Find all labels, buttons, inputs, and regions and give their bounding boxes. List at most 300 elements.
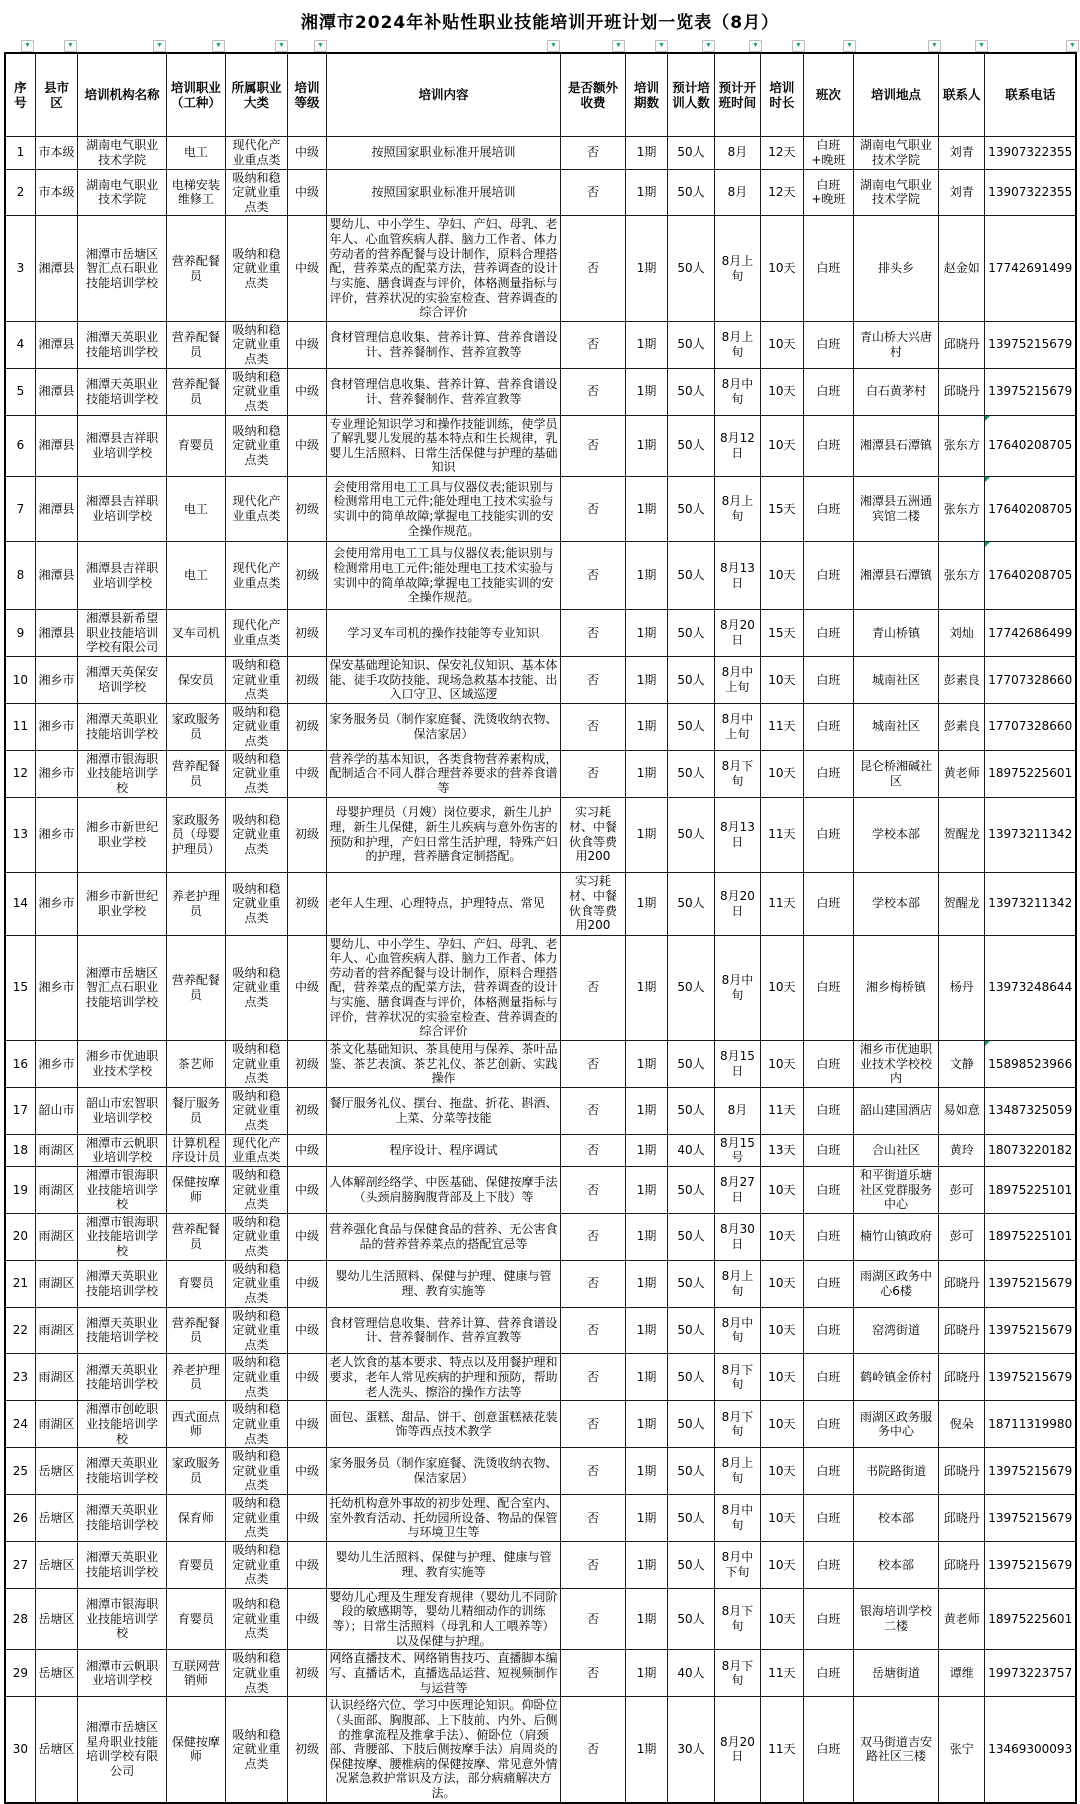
table-cell-r5-c2[interactable]: 湘潭县: [35, 368, 77, 415]
filter-dropdown-button-col1[interactable]: [21, 40, 34, 52]
table-cell-r14-c16[interactable]: 13973211342: [985, 872, 1076, 935]
table-cell-r17-c12[interactable]: 11天: [761, 1087, 803, 1134]
table-cell-r11-c10[interactable]: 50人: [668, 703, 714, 750]
table-cell-r26-c11[interactable]: 8月中旬: [714, 1495, 760, 1542]
table-cell-r15-c6[interactable]: 中级: [288, 935, 326, 1040]
table-cell-r4-c15[interactable]: 邱晓丹: [938, 321, 984, 368]
filter-dropdown-button-col11[interactable]: [749, 40, 762, 52]
table-cell-r30-c13[interactable]: 白班: [803, 1697, 854, 1803]
table-cell-r22-c16[interactable]: 13975215679: [985, 1307, 1076, 1354]
table-cell-r11-c13[interactable]: 白班: [803, 703, 854, 750]
table-cell-r5-c9[interactable]: 1期: [625, 368, 667, 415]
table-cell-r9-c7[interactable]: 学习叉车司机的操作技能等专业知识: [326, 610, 560, 657]
table-cell-r22-c4[interactable]: 营养配餐员: [167, 1307, 226, 1354]
table-cell-r6-c13[interactable]: 白班: [803, 415, 854, 477]
table-cell-r5-c11[interactable]: 8月中旬: [714, 368, 760, 415]
table-cell-r5-c16[interactable]: 13975215679: [985, 368, 1076, 415]
table-cell-r9-c5[interactable]: 现代化产业重点类: [225, 610, 288, 657]
table-cell-r22-c11[interactable]: 8月中旬: [714, 1307, 760, 1354]
table-cell-r16-c13[interactable]: 白班: [803, 1040, 854, 1087]
table-cell-r22-c6[interactable]: 中级: [288, 1307, 326, 1354]
table-cell-r5-c1[interactable]: 5: [5, 368, 35, 415]
table-cell-r25-c14[interactable]: 书院路街道: [854, 1448, 939, 1495]
table-cell-r7-c15[interactable]: 张东方: [938, 477, 984, 542]
table-cell-r27-c13[interactable]: 白班: [803, 1541, 854, 1588]
table-cell-r14-c14[interactable]: 学校本部: [854, 872, 939, 935]
table-cell-r8-c10[interactable]: 50人: [668, 542, 714, 610]
table-cell-r28-c11[interactable]: 8月下旬: [714, 1588, 760, 1650]
table-cell-r23-c7[interactable]: 老人饮食的基本要求、特点以及用餐护理和要求，老年人常见疾病的护理和预防，帮助老人洗头、擦浴的操作方法等: [326, 1354, 560, 1401]
table-cell-r25-c4[interactable]: 家政服务员: [167, 1448, 226, 1495]
table-cell-r17-c6[interactable]: 初级: [288, 1087, 326, 1134]
table-cell-r10-c16[interactable]: 17707328660: [985, 656, 1076, 703]
table-cell-r29-c11[interactable]: 8月下旬: [714, 1650, 760, 1697]
table-cell-r15-c13[interactable]: 白班: [803, 935, 854, 1040]
table-cell-r27-c12[interactable]: 10天: [761, 1541, 803, 1588]
table-cell-r24-c9[interactable]: 1期: [625, 1401, 667, 1448]
table-cell-r1-c12[interactable]: 12天: [761, 136, 803, 169]
table-cell-r26-c12[interactable]: 10天: [761, 1495, 803, 1542]
table-cell-r22-c7[interactable]: 食材管理信息收集、营养计算、营养食谱设计、营养餐制作、营养宣教等: [326, 1307, 560, 1354]
table-cell-r11-c11[interactable]: 8月中上旬: [714, 703, 760, 750]
table-cell-r10-c1[interactable]: 10: [5, 656, 35, 703]
table-cell-r24-c11[interactable]: 8月下旬: [714, 1401, 760, 1448]
table-cell-r21-c3[interactable]: 湘潭天英职业技能培训学校: [78, 1260, 167, 1307]
table-cell-r21-c4[interactable]: 育婴员: [167, 1260, 226, 1307]
table-cell-r16-c9[interactable]: 1期: [625, 1040, 667, 1087]
table-cell-r11-c12[interactable]: 11天: [761, 703, 803, 750]
table-cell-r28-c5[interactable]: 吸纳和稳定就业重点类: [225, 1588, 288, 1650]
table-cell-r10-c15[interactable]: 彭素良: [938, 656, 984, 703]
table-cell-r22-c1[interactable]: 22: [5, 1307, 35, 1354]
table-cell-r18-c5[interactable]: 现代化产业重点类: [225, 1134, 288, 1166]
table-cell-r4-c7[interactable]: 食材管理信息收集、营养计算、营养食谱设计、营养餐制作、营养宣教等: [326, 321, 560, 368]
table-cell-r1-c1[interactable]: 1: [5, 136, 35, 169]
table-cell-r20-c1[interactable]: 20: [5, 1213, 35, 1260]
table-cell-r14-c12[interactable]: 11天: [761, 872, 803, 935]
table-cell-r15-c9[interactable]: 1期: [625, 935, 667, 1040]
table-cell-r28-c1[interactable]: 28: [5, 1588, 35, 1650]
table-cell-r9-c13[interactable]: 白班: [803, 610, 854, 657]
table-cell-r29-c16[interactable]: 19973223757: [985, 1650, 1076, 1697]
table-cell-r13-c1[interactable]: 13: [5, 797, 35, 872]
table-cell-r23-c1[interactable]: 23: [5, 1354, 35, 1401]
table-cell-r29-c1[interactable]: 29: [5, 1650, 35, 1697]
table-cell-r15-c8[interactable]: 否: [561, 935, 626, 1040]
table-cell-r11-c7[interactable]: 家务服务员（制作家庭餐、洗烫收纳衣物、保洁家居）: [326, 703, 560, 750]
table-cell-r2-c2[interactable]: 市本级: [35, 169, 77, 216]
table-cell-r28-c16[interactable]: 18975225601: [985, 1588, 1076, 1650]
table-cell-r12-c11[interactable]: 8月下旬: [714, 750, 760, 797]
table-cell-r26-c15[interactable]: 邱晓丹: [938, 1495, 984, 1542]
table-cell-r18-c2[interactable]: 雨湖区: [35, 1134, 77, 1166]
table-cell-r28-c14[interactable]: 银海培训学校二楼: [854, 1588, 939, 1650]
table-cell-r3-c2[interactable]: 湘潭县: [35, 216, 77, 321]
table-cell-r16-c14[interactable]: 湘乡市优迪职业技术学校校内: [854, 1040, 939, 1087]
table-cell-r6-c3[interactable]: 湘潭县吉祥职业培训学校: [78, 415, 167, 477]
table-cell-r18-c15[interactable]: 黄玲: [938, 1134, 984, 1166]
table-cell-r20-c6[interactable]: 中级: [288, 1213, 326, 1260]
table-cell-r9-c10[interactable]: 50人: [668, 610, 714, 657]
table-cell-r10-c10[interactable]: 50人: [668, 656, 714, 703]
table-cell-r6-c16[interactable]: 17640208705: [985, 415, 1076, 477]
table-cell-r23-c3[interactable]: 湘潭天英职业技能培训学校: [78, 1354, 167, 1401]
table-cell-r2-c5[interactable]: 吸纳和稳定就业重点类: [225, 169, 288, 216]
table-cell-r24-c16[interactable]: 18711319980: [985, 1401, 1076, 1448]
table-cell-r11-c1[interactable]: 11: [5, 703, 35, 750]
table-cell-r10-c8[interactable]: 否: [561, 656, 626, 703]
table-cell-r28-c6[interactable]: 中级: [288, 1588, 326, 1650]
table-cell-r23-c12[interactable]: 10天: [761, 1354, 803, 1401]
table-cell-r6-c11[interactable]: 8月12日: [714, 415, 760, 477]
table-cell-r5-c7[interactable]: 食材管理信息收集、营养计算、营养食谱设计、营养餐制作、营养宣教等: [326, 368, 560, 415]
table-cell-r15-c16[interactable]: 13973248644: [985, 935, 1076, 1040]
table-cell-r4-c3[interactable]: 湘潭天英职业技能培训学校: [78, 321, 167, 368]
table-cell-r18-c3[interactable]: 湘潭市云帆职业培训学校: [78, 1134, 167, 1166]
table-cell-r30-c11[interactable]: 8月20日: [714, 1697, 760, 1803]
table-cell-r19-c7[interactable]: 人体解剖经络学、中医基础、保健按摩手法（头颈肩膀胸腹背部及上下肢）等: [326, 1166, 560, 1213]
table-cell-r27-c9[interactable]: 1期: [625, 1541, 667, 1588]
table-cell-r14-c5[interactable]: 吸纳和稳定就业重点类: [225, 872, 288, 935]
table-cell-r13-c10[interactable]: 50人: [668, 797, 714, 872]
table-cell-r26-c4[interactable]: 保育师: [167, 1495, 226, 1542]
table-cell-r24-c4[interactable]: 西式面点师: [167, 1401, 226, 1448]
table-cell-r20-c11[interactable]: 8月30日: [714, 1213, 760, 1260]
table-cell-r21-c11[interactable]: 8月上旬: [714, 1260, 760, 1307]
table-cell-r12-c15[interactable]: 黄老师: [938, 750, 984, 797]
table-cell-r9-c1[interactable]: 9: [5, 610, 35, 657]
table-cell-r30-c3[interactable]: 湘潭市岳塘区星舟职业技能培训学校有限公司: [78, 1697, 167, 1803]
table-cell-r5-c10[interactable]: 50人: [668, 368, 714, 415]
table-cell-r21-c7[interactable]: 婴幼儿生活照料、保健与护理、健康与管理、教育实施等: [326, 1260, 560, 1307]
table-cell-r14-c9[interactable]: 1期: [625, 872, 667, 935]
table-cell-r3-c11[interactable]: 8月上旬: [714, 216, 760, 321]
table-cell-r28-c9[interactable]: 1期: [625, 1588, 667, 1650]
table-cell-r17-c13[interactable]: 白班: [803, 1087, 854, 1134]
table-cell-r3-c1[interactable]: 3: [5, 216, 35, 321]
table-cell-r24-c1[interactable]: 24: [5, 1401, 35, 1448]
table-cell-r15-c15[interactable]: 杨丹: [938, 935, 984, 1040]
table-cell-r13-c7[interactable]: 母婴护理员（月嫂）岗位要求，新生儿护理，新生儿保健，新生儿疾病与意外伤害的预防和护理，产妇日常生活护理，特殊产妇的护理，营养膳食定制搭配。: [326, 797, 560, 872]
table-cell-r1-c10[interactable]: 50人: [668, 136, 714, 169]
table-cell-r1-c4[interactable]: 电工: [167, 136, 226, 169]
table-cell-r30-c16[interactable]: 13469300093: [985, 1697, 1076, 1803]
table-cell-r28-c8[interactable]: 否: [561, 1588, 626, 1650]
table-cell-r18-c12[interactable]: 13天: [761, 1134, 803, 1166]
table-cell-r29-c9[interactable]: 1期: [625, 1650, 667, 1697]
table-cell-r26-c5[interactable]: 吸纳和稳定就业重点类: [225, 1495, 288, 1542]
table-cell-r7-c2[interactable]: 湘潭县: [35, 477, 77, 542]
table-cell-r1-c9[interactable]: 1期: [625, 136, 667, 169]
table-cell-r19-c12[interactable]: 10天: [761, 1166, 803, 1213]
table-cell-r2-c12[interactable]: 12天: [761, 169, 803, 216]
table-cell-r28-c7[interactable]: 婴幼儿心理及生理发育规律（婴幼儿不同阶段的敏感期等，婴幼儿精细动作的训练等）；日常生活照料（母乳和人工喂养等）以及保健与护理。: [326, 1588, 560, 1650]
table-cell-r23-c5[interactable]: 吸纳和稳定就业重点类: [225, 1354, 288, 1401]
table-cell-r30-c12[interactable]: 11天: [761, 1697, 803, 1803]
table-cell-r28-c3[interactable]: 湘潭市银海职业技能培训学校: [78, 1588, 167, 1650]
table-cell-r12-c10[interactable]: 50人: [668, 750, 714, 797]
table-cell-r10-c7[interactable]: 保安基础理论知识、保安礼仪知识、基本体能、徒手攻防技能、现场急救基本技能、出入口守卫、区域巡逻: [326, 656, 560, 703]
table-cell-r17-c15[interactable]: 易如意: [938, 1087, 984, 1134]
table-cell-r18-c14[interactable]: 合山社区: [854, 1134, 939, 1166]
table-cell-r22-c10[interactable]: 50人: [668, 1307, 714, 1354]
table-cell-r24-c2[interactable]: 雨湖区: [35, 1401, 77, 1448]
table-cell-r27-c15[interactable]: 邱晓丹: [938, 1541, 984, 1588]
table-cell-r13-c15[interactable]: 贺醒龙: [938, 797, 984, 872]
table-cell-r25-c6[interactable]: 中级: [288, 1448, 326, 1495]
table-cell-r29-c12[interactable]: 11天: [761, 1650, 803, 1697]
table-cell-r22-c12[interactable]: 10天: [761, 1307, 803, 1354]
table-cell-r15-c14[interactable]: 湘乡梅桥镇: [854, 935, 939, 1040]
table-cell-r27-c7[interactable]: 婴幼儿生活照料、保健与护理、健康与管理、教育实施等: [326, 1541, 560, 1588]
table-cell-r2-c13[interactable]: 白班+晚班: [803, 169, 854, 216]
table-cell-r14-c3[interactable]: 湘乡市新世纪职业学校: [78, 872, 167, 935]
table-cell-r20-c7[interactable]: 营养强化食品与保健食品的营养、无公害食品的营养营养菜点的搭配宜忌等: [326, 1213, 560, 1260]
table-cell-r6-c4[interactable]: 育婴员: [167, 415, 226, 477]
table-cell-r10-c11[interactable]: 8月中上旬: [714, 656, 760, 703]
table-cell-r3-c12[interactable]: 10天: [761, 216, 803, 321]
table-cell-r21-c12[interactable]: 10天: [761, 1260, 803, 1307]
table-cell-r6-c7[interactable]: 专业理论知识学习和操作技能训练，使学员了解乳婴儿发展的基本特点和生长规律，乳婴儿生活照料、日常生活保健与护理的基础知识: [326, 415, 560, 477]
table-cell-r5-c13[interactable]: 白班: [803, 368, 854, 415]
table-cell-r3-c7[interactable]: 婴幼儿、中小学生、孕妇、产妇、母乳、老年人、心血管疾病人群、脑力工作者、体力劳动者的营养配餐与设计制作，原料合理搭配，营养菜点的配菜方法，营养调查的设计与实施、膳食调查与评价，体格测量指标与评价，营养状况的实验室检查、营养调查的综合评价: [326, 216, 560, 321]
table-cell-r10-c14[interactable]: 城南社区: [854, 656, 939, 703]
table-cell-r28-c12[interactable]: 10天: [761, 1588, 803, 1650]
table-cell-r12-c5[interactable]: 吸纳和稳定就业重点类: [225, 750, 288, 797]
table-cell-r25-c9[interactable]: 1期: [625, 1448, 667, 1495]
table-cell-r13-c6[interactable]: 初级: [288, 797, 326, 872]
table-cell-r20-c12[interactable]: 10天: [761, 1213, 803, 1260]
table-cell-r12-c2[interactable]: 湘乡市: [35, 750, 77, 797]
table-cell-r24-c10[interactable]: 50人: [668, 1401, 714, 1448]
table-cell-r4-c9[interactable]: 1期: [625, 321, 667, 368]
table-cell-r30-c4[interactable]: 保健按摩师: [167, 1697, 226, 1803]
table-cell-r4-c4[interactable]: 营养配餐员: [167, 321, 226, 368]
table-cell-r16-c3[interactable]: 湘乡市优迪职业技术学校: [78, 1040, 167, 1087]
table-cell-r21-c14[interactable]: 雨湖区政务中心6楼: [854, 1260, 939, 1307]
table-cell-r18-c4[interactable]: 计算机程序设计员: [167, 1134, 226, 1166]
table-cell-r18-c6[interactable]: 中级: [288, 1134, 326, 1166]
table-cell-r16-c10[interactable]: 50人: [668, 1040, 714, 1087]
table-cell-r10-c2[interactable]: 湘乡市: [35, 656, 77, 703]
table-cell-r7-c9[interactable]: 1期: [625, 477, 667, 542]
table-cell-r4-c10[interactable]: 50人: [668, 321, 714, 368]
table-cell-r30-c10[interactable]: 30人: [668, 1697, 714, 1803]
column-header-3[interactable]: 培训机构名称: [78, 53, 167, 136]
table-cell-r1-c15[interactable]: 刘青: [938, 136, 984, 169]
table-cell-r9-c11[interactable]: 8月20日: [714, 610, 760, 657]
table-cell-r25-c15[interactable]: 邱晓丹: [938, 1448, 984, 1495]
table-cell-r15-c5[interactable]: 吸纳和稳定就业重点类: [225, 935, 288, 1040]
table-cell-r19-c14[interactable]: 和平街道乐塘社区党群服务中心: [854, 1166, 939, 1213]
table-cell-r21-c6[interactable]: 中级: [288, 1260, 326, 1307]
filter-dropdown-button-col10[interactable]: [702, 40, 715, 52]
table-cell-r22-c14[interactable]: 窑湾街道: [854, 1307, 939, 1354]
table-cell-r8-c1[interactable]: 8: [5, 542, 35, 610]
table-cell-r7-c3[interactable]: 湘潭县吉祥职业培训学校: [78, 477, 167, 542]
table-cell-r16-c8[interactable]: 否: [561, 1040, 626, 1087]
table-cell-r25-c12[interactable]: 10天: [761, 1448, 803, 1495]
table-cell-r8-c6[interactable]: 初级: [288, 542, 326, 610]
table-cell-r16-c2[interactable]: 湘乡市: [35, 1040, 77, 1087]
table-cell-r10-c6[interactable]: 初级: [288, 656, 326, 703]
table-cell-r13-c14[interactable]: 学校本部: [854, 797, 939, 872]
filter-dropdown-button-col9[interactable]: [655, 40, 668, 52]
table-cell-r8-c8[interactable]: 否: [561, 542, 626, 610]
table-cell-r18-c13[interactable]: 白班: [803, 1134, 854, 1166]
table-cell-r6-c14[interactable]: 湘潭县石潭镇: [854, 415, 939, 477]
table-cell-r2-c8[interactable]: 否: [561, 169, 626, 216]
table-cell-r12-c4[interactable]: 营养配餐员: [167, 750, 226, 797]
table-cell-r5-c3[interactable]: 湘潭天英职业技能培训学校: [78, 368, 167, 415]
table-cell-r12-c16[interactable]: 18975225601: [985, 750, 1076, 797]
table-cell-r12-c6[interactable]: 中级: [288, 750, 326, 797]
table-cell-r22-c5[interactable]: 吸纳和稳定就业重点类: [225, 1307, 288, 1354]
table-cell-r8-c11[interactable]: 8月13日: [714, 542, 760, 610]
table-cell-r25-c5[interactable]: 吸纳和稳定就业重点类: [225, 1448, 288, 1495]
table-cell-r28-c13[interactable]: 白班: [803, 1588, 854, 1650]
table-cell-r19-c5[interactable]: 吸纳和稳定就业重点类: [225, 1166, 288, 1213]
table-cell-r29-c8[interactable]: 否: [561, 1650, 626, 1697]
table-cell-r6-c12[interactable]: 10天: [761, 415, 803, 477]
table-cell-r23-c11[interactable]: 8月下旬: [714, 1354, 760, 1401]
column-header-16[interactable]: 联系电话: [985, 53, 1076, 136]
table-cell-r1-c11[interactable]: 8月: [714, 136, 760, 169]
table-cell-r27-c14[interactable]: 校本部: [854, 1541, 939, 1588]
filter-dropdown-button-col4[interactable]: [212, 40, 225, 52]
column-header-7[interactable]: 培训内容: [326, 53, 560, 136]
table-cell-r14-c11[interactable]: 8月20日: [714, 872, 760, 935]
table-cell-r24-c8[interactable]: 否: [561, 1401, 626, 1448]
table-cell-r4-c16[interactable]: 13975215679: [985, 321, 1076, 368]
column-header-9[interactable]: 培训期数: [625, 53, 667, 136]
table-cell-r11-c8[interactable]: 否: [561, 703, 626, 750]
table-cell-r2-c9[interactable]: 1期: [625, 169, 667, 216]
table-cell-r28-c15[interactable]: 黄老师: [938, 1588, 984, 1650]
table-cell-r16-c15[interactable]: 文静: [938, 1040, 984, 1087]
table-cell-r19-c9[interactable]: 1期: [625, 1166, 667, 1213]
table-cell-r22-c2[interactable]: 雨湖区: [35, 1307, 77, 1354]
table-cell-r17-c14[interactable]: 韶山建国酒店: [854, 1087, 939, 1134]
table-cell-r26-c13[interactable]: 白班: [803, 1495, 854, 1542]
table-cell-r3-c4[interactable]: 营养配餐员: [167, 216, 226, 321]
table-cell-r1-c7[interactable]: 按照国家职业标准开展培训: [326, 136, 560, 169]
table-cell-r20-c4[interactable]: 营养配餐员: [167, 1213, 226, 1260]
table-cell-r23-c15[interactable]: 邱晓丹: [938, 1354, 984, 1401]
table-cell-r9-c4[interactable]: 叉车司机: [167, 610, 226, 657]
table-cell-r3-c9[interactable]: 1期: [625, 216, 667, 321]
filter-dropdown-button-col5[interactable]: [275, 40, 288, 52]
column-header-14[interactable]: 培训地点: [854, 53, 939, 136]
table-cell-r8-c2[interactable]: 湘潭县: [35, 542, 77, 610]
table-cell-r20-c3[interactable]: 湘潭市银海职业技能培训学校: [78, 1213, 167, 1260]
table-cell-r26-c14[interactable]: 校本部: [854, 1495, 939, 1542]
table-cell-r23-c8[interactable]: 否: [561, 1354, 626, 1401]
table-cell-r4-c1[interactable]: 4: [5, 321, 35, 368]
table-cell-r2-c10[interactable]: 50人: [668, 169, 714, 216]
table-cell-r27-c2[interactable]: 岳塘区: [35, 1541, 77, 1588]
table-cell-r26-c10[interactable]: 50人: [668, 1495, 714, 1542]
table-cell-r3-c5[interactable]: 吸纳和稳定就业重点类: [225, 216, 288, 321]
table-cell-r15-c2[interactable]: 湘乡市: [35, 935, 77, 1040]
table-cell-r9-c15[interactable]: 刘灿: [938, 610, 984, 657]
table-cell-r13-c8[interactable]: 实习耗材、中餐伙食等费用200: [561, 797, 626, 872]
table-cell-r7-c16[interactable]: 17640208705: [985, 477, 1076, 542]
table-cell-r12-c7[interactable]: 营养学的基本知识，各类食物营养素构成，配制适合不同人群合理营养要求的营养食谱等: [326, 750, 560, 797]
table-cell-r16-c1[interactable]: 16: [5, 1040, 35, 1087]
table-cell-r5-c5[interactable]: 吸纳和稳定就业重点类: [225, 368, 288, 415]
table-cell-r27-c3[interactable]: 湘潭天英职业技能培训学校: [78, 1541, 167, 1588]
table-cell-r3-c10[interactable]: 50人: [668, 216, 714, 321]
table-cell-r11-c3[interactable]: 湘潭天英职业技能培训学校: [78, 703, 167, 750]
table-cell-r8-c7[interactable]: 会使用常用电工工具与仪器仪表;能识别与检测常用电工元件;能处理电工技术实验与实训中的简单故障;掌握电工技能实训的安全操作规范。: [326, 542, 560, 610]
table-cell-r4-c13[interactable]: 白班: [803, 321, 854, 368]
filter-dropdown-button-col2[interactable]: [64, 40, 77, 52]
table-cell-r25-c13[interactable]: 白班: [803, 1448, 854, 1495]
table-cell-r18-c1[interactable]: 18: [5, 1134, 35, 1166]
column-header-13[interactable]: 班次: [803, 53, 854, 136]
table-cell-r13-c16[interactable]: 13973211342: [985, 797, 1076, 872]
column-header-2[interactable]: 县市区: [35, 53, 77, 136]
table-cell-r13-c12[interactable]: 11天: [761, 797, 803, 872]
table-cell-r12-c13[interactable]: 白班: [803, 750, 854, 797]
table-cell-r17-c11[interactable]: 8月: [714, 1087, 760, 1134]
table-cell-r12-c14[interactable]: 昆仑桥湘碱社区: [854, 750, 939, 797]
table-cell-r4-c11[interactable]: 8月上旬: [714, 321, 760, 368]
table-cell-r1-c8[interactable]: 否: [561, 136, 626, 169]
table-cell-r7-c4[interactable]: 电工: [167, 477, 226, 542]
table-cell-r7-c10[interactable]: 50人: [668, 477, 714, 542]
table-cell-r20-c2[interactable]: 雨湖区: [35, 1213, 77, 1260]
table-cell-r13-c5[interactable]: 吸纳和稳定就业重点类: [225, 797, 288, 872]
table-cell-r9-c8[interactable]: 否: [561, 610, 626, 657]
table-cell-r20-c8[interactable]: 否: [561, 1213, 626, 1260]
table-cell-r19-c8[interactable]: 否: [561, 1166, 626, 1213]
table-cell-r3-c13[interactable]: 白班: [803, 216, 854, 321]
table-cell-r25-c7[interactable]: 家务服务员（制作家庭餐、洗烫收纳衣物、保洁家居）: [326, 1448, 560, 1495]
table-cell-r18-c16[interactable]: 18073220182: [985, 1134, 1076, 1166]
table-cell-r16-c7[interactable]: 茶文化基础知识、茶具使用与保养、茶叶品鉴、茶艺表演、茶艺礼仪、茶艺创新、实践操作: [326, 1040, 560, 1087]
table-cell-r27-c6[interactable]: 中级: [288, 1541, 326, 1588]
table-cell-r29-c4[interactable]: 互联网营销师: [167, 1650, 226, 1697]
filter-dropdown-button-col3[interactable]: [153, 40, 166, 52]
table-cell-r7-c6[interactable]: 初级: [288, 477, 326, 542]
table-cell-r2-c16[interactable]: 13907322355: [985, 169, 1076, 216]
table-cell-r4-c8[interactable]: 否: [561, 321, 626, 368]
filter-dropdown-button-col14[interactable]: [928, 40, 941, 52]
table-cell-r2-c3[interactable]: 湖南电气职业技术学院: [78, 169, 167, 216]
table-cell-r13-c4[interactable]: 家政服务员（母婴护理员）: [167, 797, 226, 872]
table-cell-r29-c2[interactable]: 岳塘区: [35, 1650, 77, 1697]
table-cell-r30-c6[interactable]: 初级: [288, 1697, 326, 1803]
table-cell-r25-c10[interactable]: 50人: [668, 1448, 714, 1495]
table-cell-r19-c4[interactable]: 保健按摩师: [167, 1166, 226, 1213]
table-cell-r29-c14[interactable]: 岳塘街道: [854, 1650, 939, 1697]
table-cell-r23-c4[interactable]: 养老护理员: [167, 1354, 226, 1401]
table-cell-r13-c2[interactable]: 湘乡市: [35, 797, 77, 872]
filter-dropdown-button-col15[interactable]: [975, 40, 988, 52]
table-cell-r2-c7[interactable]: 按照国家职业标准开展培训: [326, 169, 560, 216]
table-cell-r17-c1[interactable]: 17: [5, 1087, 35, 1134]
table-cell-r8-c16[interactable]: 17640208705: [985, 542, 1076, 610]
column-header-1[interactable]: 序号: [5, 53, 35, 136]
table-cell-r26-c2[interactable]: 岳塘区: [35, 1495, 77, 1542]
table-cell-r19-c2[interactable]: 雨湖区: [35, 1166, 77, 1213]
table-cell-r17-c3[interactable]: 韶山市宏智职业培训学校: [78, 1087, 167, 1134]
table-cell-r3-c6[interactable]: 中级: [288, 216, 326, 321]
table-cell-r23-c14[interactable]: 鹤岭镇金侨村: [854, 1354, 939, 1401]
table-cell-r23-c16[interactable]: 13975215679: [985, 1354, 1076, 1401]
